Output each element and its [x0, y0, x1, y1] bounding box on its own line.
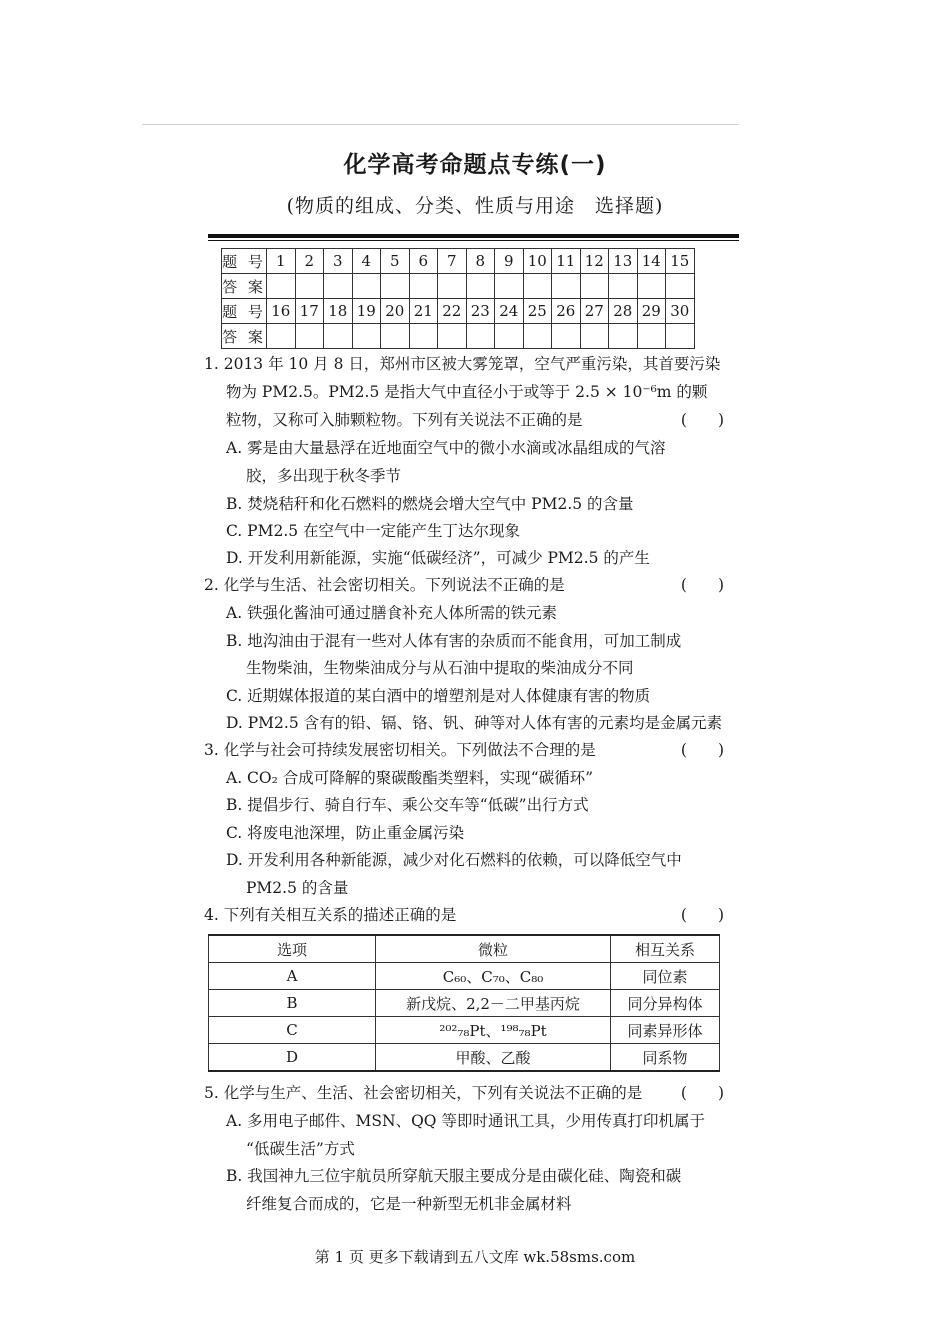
- row-option: A: [209, 963, 376, 990]
- q5-option-a: A. 多用电子邮件、MSN、QQ 等即时通讯工具，少用传真打印机属于: [226, 1112, 705, 1130]
- header-relation: 相互关系: [611, 935, 720, 963]
- answer-cell[interactable]: [352, 274, 381, 299]
- answer-cell[interactable]: [552, 274, 581, 299]
- q3-option-d-cont: PM2.5 的含量: [246, 879, 349, 897]
- answer-cell[interactable]: [438, 324, 467, 349]
- answer-cell[interactable]: [324, 274, 353, 299]
- q2-stem-text: 2. 化学与生活、社会密切相关。下列说法不正确的是: [204, 576, 565, 594]
- question-number: 27: [580, 299, 609, 324]
- question-number: 3: [324, 249, 353, 274]
- answer-cell[interactable]: [495, 324, 524, 349]
- question-number: 21: [409, 299, 438, 324]
- table-row: [209, 990, 720, 1017]
- row-relation: 同分异构体: [611, 990, 720, 1017]
- relation-table: [208, 934, 720, 1072]
- header-option: 选项: [209, 935, 376, 963]
- question-number: 8: [466, 249, 495, 274]
- answer-cell[interactable]: [295, 324, 324, 349]
- question-number: 7: [438, 249, 467, 274]
- q1-option-b: B. 焚烧秸秆和化石燃料的燃烧会增大空气中 PM2.5 的含量: [226, 495, 634, 513]
- answer-cell[interactable]: [409, 324, 438, 349]
- row-label-answer: 答 案: [222, 274, 267, 299]
- q5-stem: [204, 1080, 724, 1107]
- row-label-number: 题 号: [222, 299, 267, 324]
- row-particle: 新戊烷、2,2－二甲基丙烷: [376, 990, 611, 1017]
- answer-cell[interactable]: [381, 324, 410, 349]
- row-option: C: [209, 1017, 376, 1044]
- row-particle: C₆₀、C₇₀、C₈₀: [376, 963, 611, 990]
- q5-option-b-cont: 纤维复合而成的，它是一种新型无机非金属材料: [246, 1195, 572, 1213]
- answer-cell[interactable]: [580, 324, 609, 349]
- page-footer: 第 1 页 更多下载请到五八文库 wk.58sms.com: [314, 1248, 636, 1266]
- answer-table-number-row-2: [222, 299, 695, 324]
- q2-option-b-cont: 生物柴油，生物柴油成分与从石油中提取的柴油成分不同: [246, 659, 634, 677]
- q1-answer-paren[interactable]: ( ): [680, 411, 724, 429]
- question-number: 24: [495, 299, 524, 324]
- answer-cell[interactable]: [466, 274, 495, 299]
- relation-table-header: [209, 935, 720, 963]
- row-relation: 同位素: [611, 963, 720, 990]
- q4-stem: [204, 902, 724, 929]
- q5-option-b: B. 我国神九三位宇航员所穿航天服主要成分是由碳化硅、陶瓷和碳: [226, 1167, 682, 1185]
- q1-stem-line-3: [226, 407, 724, 434]
- header-rule-thin: [208, 240, 739, 241]
- q5-stem-text: 5. 化学与生产、生活、社会密切相关，下列有关说法不正确的是: [204, 1084, 643, 1102]
- table-row: [209, 1044, 720, 1072]
- answer-cell[interactable]: [609, 324, 638, 349]
- question-number: 4: [352, 249, 381, 274]
- q1-option-a: A. 雾是由大量悬浮在近地面空气中的微小水滴或冰晶组成的气溶: [226, 439, 666, 457]
- q2-option-d: D. PM2.5 含有的铅、镉、铬、钒、砷等对人体有害的元素均是金属元素: [226, 714, 723, 732]
- question-number: 20: [381, 299, 410, 324]
- q2-option-c: C. 近期媒体报道的某白酒中的增塑剂是对人体健康有害的物质: [226, 687, 651, 705]
- q1-stem-text: 粒物，又称可入肺颗粒物。下列有关说法不正确的是: [226, 411, 583, 429]
- answer-cell[interactable]: [637, 324, 666, 349]
- answer-cell[interactable]: [666, 274, 695, 299]
- row-label-answer: 答 案: [222, 324, 267, 349]
- question-number: 18: [324, 299, 353, 324]
- question-number: 13: [609, 249, 638, 274]
- answer-cell[interactable]: [295, 274, 324, 299]
- q1-stem-line-1: 1. 2013 年 10 月 8 日，郑州市区被大雾笼罩，空气严重污染，其首要污染: [204, 355, 721, 373]
- question-number: 12: [580, 249, 609, 274]
- q1-option-c: C. PM2.5 在空气中一定能产生丁达尔现象: [226, 522, 521, 540]
- q4-stem-text: 4. 下列有关相互关系的描述正确的是: [204, 906, 457, 924]
- question-number: 2: [295, 249, 324, 274]
- q2-option-a: A. 铁强化酱油可通过膳食补充人体所需的铁元素: [226, 604, 558, 622]
- header-particle: 微粒: [376, 935, 611, 963]
- row-option: B: [209, 990, 376, 1017]
- answer-cell[interactable]: [381, 274, 410, 299]
- answer-cell[interactable]: [409, 274, 438, 299]
- q2-stem: [204, 572, 724, 599]
- question-number: 28: [609, 299, 638, 324]
- question-number: 1: [267, 249, 296, 274]
- answer-table-number-row-1: [222, 249, 695, 274]
- q3-answer-paren[interactable]: ( ): [680, 741, 724, 759]
- answer-table-answer-row-1: [222, 274, 695, 299]
- answer-cell[interactable]: [438, 274, 467, 299]
- question-number: 17: [295, 299, 324, 324]
- answer-cell[interactable]: [580, 274, 609, 299]
- row-particle: 甲酸、乙酸: [376, 1044, 611, 1072]
- q2-answer-paren[interactable]: ( ): [680, 576, 724, 594]
- q3-option-d: D. 开发利用各种新能源，减少对化石燃料的依赖，可以降低空气中: [226, 851, 682, 869]
- question-number: 29: [637, 299, 666, 324]
- q4-answer-paren[interactable]: ( ): [680, 906, 724, 924]
- question-number: 25: [523, 299, 552, 324]
- page-title: 化学高考命题点专练(一): [343, 152, 607, 178]
- answer-cell[interactable]: [267, 274, 296, 299]
- question-number: 6: [409, 249, 438, 274]
- answer-table-answer-row-2: [222, 324, 695, 349]
- question-number: 9: [495, 249, 524, 274]
- answer-cell[interactable]: [523, 274, 552, 299]
- question-number: 19: [352, 299, 381, 324]
- answer-cell[interactable]: [267, 324, 296, 349]
- question-number: 26: [552, 299, 581, 324]
- q3-option-c: C. 将废电池深埋，防止重金属污染: [226, 824, 465, 842]
- answer-cell[interactable]: [324, 324, 353, 349]
- table-row: [209, 963, 720, 990]
- header-rule-thick: [208, 234, 739, 238]
- table-row: [209, 1017, 720, 1044]
- answer-cell[interactable]: [552, 324, 581, 349]
- row-relation: 同素异形体: [611, 1017, 720, 1044]
- question-number: 15: [666, 249, 695, 274]
- answer-cell[interactable]: [523, 324, 552, 349]
- row-relation: 同系物: [611, 1044, 720, 1072]
- q2-option-b: B. 地沟油由于混有一些对人体有害的杂质而不能食用，可加工制成: [226, 632, 682, 650]
- answer-cell[interactable]: [666, 324, 695, 349]
- row-label-number: 题 号: [222, 249, 267, 274]
- q3-option-a: A. CO₂ 合成可降解的聚碳酸酯类塑料，实现“碳循环”: [226, 769, 594, 787]
- row-option: D: [209, 1044, 376, 1072]
- question-number: 22: [438, 299, 467, 324]
- q1-option-a-cont: 胶，多出现于秋冬季节: [246, 467, 402, 485]
- answer-cell[interactable]: [495, 274, 524, 299]
- question-number: 11: [552, 249, 581, 274]
- answer-cell[interactable]: [609, 274, 638, 299]
- row-particle: ²⁰²₇₈Pt、¹⁹⁸₇₈Pt: [376, 1017, 611, 1044]
- page-subtitle: (物质的组成、分类、性质与用途 选择题): [286, 195, 664, 217]
- question-number: 5: [381, 249, 410, 274]
- question-number: 23: [466, 299, 495, 324]
- q1-option-d: D. 开发利用新能源，实施“低碳经济”，可减少 PM2.5 的产生: [226, 549, 650, 567]
- answer-cell[interactable]: [637, 274, 666, 299]
- q3-stem: [204, 737, 724, 764]
- top-divider: [142, 124, 739, 125]
- q5-answer-paren[interactable]: ( ): [680, 1084, 724, 1102]
- question-number: 30: [666, 299, 695, 324]
- question-number: 10: [523, 249, 552, 274]
- q3-stem-text: 3. 化学与社会可持续发展密切相关。下列做法不合理的是: [204, 741, 596, 759]
- answer-cell[interactable]: [466, 324, 495, 349]
- q5-option-a-cont: “低碳生活”方式: [246, 1140, 355, 1158]
- question-number: 16: [267, 299, 296, 324]
- q3-option-b: B. 提倡步行、骑自行车、乘公交车等“低碳”出行方式: [226, 796, 589, 814]
- answer-table: [221, 248, 695, 349]
- question-number: 14: [637, 249, 666, 274]
- answer-cell[interactable]: [352, 324, 381, 349]
- q1-stem-line-2: 物为 PM2.5。PM2.5 是指大气中直径小于或等于 2.5 × 10⁻⁶m 的颗: [226, 383, 708, 401]
